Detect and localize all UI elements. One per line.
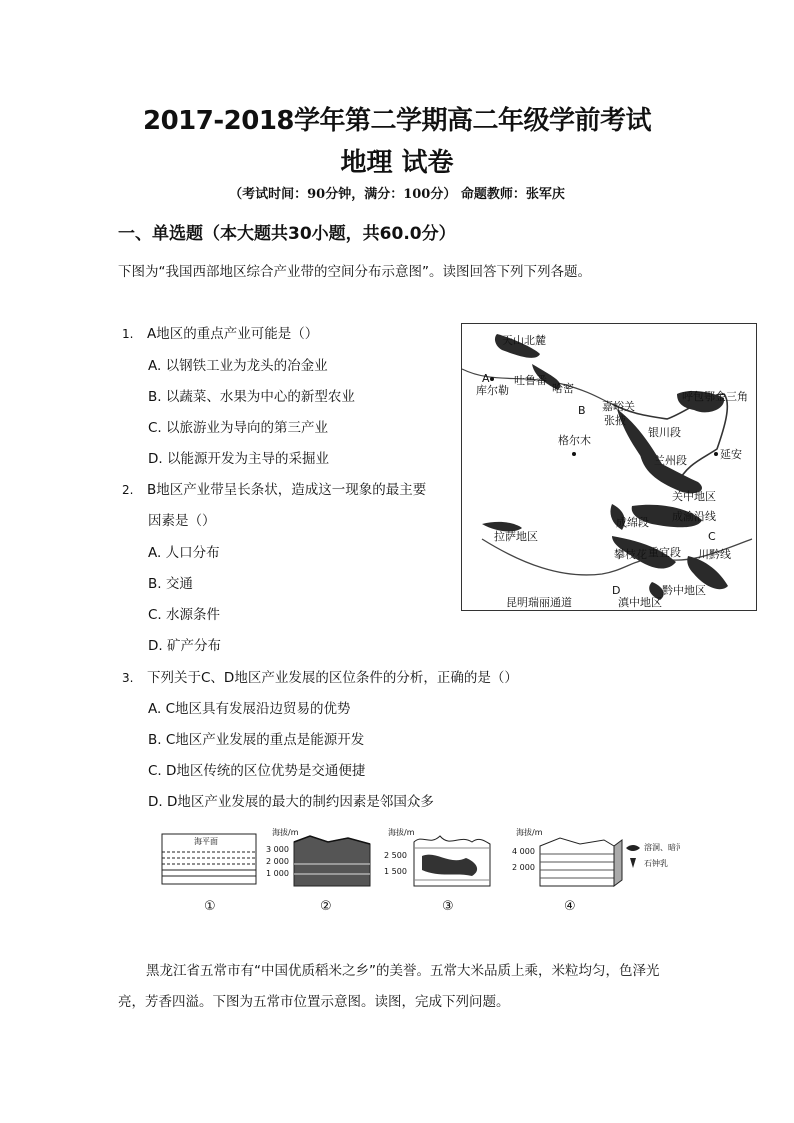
map-label: 成渝沿线 bbox=[672, 510, 716, 523]
question-stem: A地区的重点产业可能是（） bbox=[147, 326, 319, 342]
q2-option-d[interactable]: D. 矿产分布 bbox=[148, 638, 221, 654]
map-label: 拉萨地区 bbox=[494, 530, 538, 543]
question-3 bbox=[122, 666, 518, 686]
profile-number: ① bbox=[204, 899, 216, 914]
map-label: 库尔勒 bbox=[476, 384, 509, 397]
map-label: A bbox=[482, 372, 490, 385]
map-label: 重宜段 bbox=[648, 546, 681, 559]
map-label: 昆明瑞丽通道 bbox=[506, 596, 572, 609]
map-label: D bbox=[612, 584, 621, 597]
q1-option-d[interactable]: D. 以能源开发为主导的采掘业 bbox=[148, 451, 329, 467]
q3-option-c[interactable]: C. D地区传统的区位优势是交通便捷 bbox=[148, 763, 366, 779]
exam-title: 2017-2018学年第二学期高二年级学前考试 bbox=[142, 106, 652, 136]
map-label: 哈密 bbox=[552, 382, 574, 395]
question-stem: 下列关于C、D地区产业发展的区位条件的分析，正确的是（） bbox=[147, 670, 518, 686]
question-2 bbox=[122, 478, 426, 498]
q2-option-b[interactable]: B. 交通 bbox=[148, 576, 193, 592]
legend-cave: 溶洞、暗河 bbox=[644, 843, 680, 852]
q1-option-a[interactable]: A. 以钢铁工业为龙头的冶金业 bbox=[148, 358, 328, 374]
tick-label: 2 500 bbox=[384, 851, 407, 860]
section-heading: 一、单选题（本大题共30小题，共60.0分） bbox=[118, 224, 456, 244]
intro-text: 下图为“我国西部地区综合产业带的空间分布示意图”。读图回答下列下列各题。 bbox=[118, 264, 591, 280]
question-number: 1. bbox=[122, 327, 134, 341]
map-label: 滇中地区 bbox=[618, 596, 662, 609]
question-number: 2. bbox=[122, 483, 134, 497]
passage-text: 黑龙江省五常市有“中国优质稻米之乡”的美誉。五常大米品质上乘，米粒均匀，色泽光亮，芳香四溢。下图为五常市位置示意图。读图，完成下列问题。 bbox=[118, 963, 660, 1010]
q1-option-c[interactable]: C. 以旅游业为导向的第三产业 bbox=[148, 420, 329, 436]
karst-profile-strip bbox=[160, 826, 680, 916]
tick-label: 1 000 bbox=[266, 869, 289, 878]
map-label: 攀枝花 bbox=[614, 548, 647, 561]
map-label: 黔中地区 bbox=[662, 584, 706, 597]
map-label: 呼包鄂金三角 bbox=[682, 390, 748, 403]
map-label: 吐鲁番 bbox=[514, 374, 547, 387]
q3-option-d[interactable]: D. D地区产业发展的最大的制约因素是邻国众多 bbox=[148, 794, 434, 810]
map-label: 川黔线 bbox=[698, 548, 731, 561]
q3-option-b[interactable]: B. C地区产业发展的重点是能源开发 bbox=[148, 732, 365, 748]
question-2-stem-cont: 因素是（） bbox=[148, 513, 216, 529]
map-label: 格尔木 bbox=[558, 434, 591, 447]
map-label: 银川段 bbox=[648, 426, 681, 439]
profile-number: ③ bbox=[442, 899, 454, 914]
map-label: 兰州段 bbox=[654, 454, 687, 467]
altitude-label: 海拔/m bbox=[272, 828, 299, 837]
tick-label: 1 500 bbox=[384, 867, 407, 876]
map-label: 天山北麓 bbox=[502, 334, 546, 347]
profile-number: ④ bbox=[564, 899, 576, 914]
tick-label: 3 000 bbox=[266, 845, 289, 854]
altitude-label: 海拔/m bbox=[388, 828, 415, 837]
western-industry-map bbox=[461, 323, 757, 611]
profile-number: ② bbox=[320, 899, 332, 914]
map-label: 延安 bbox=[720, 448, 742, 461]
q2-option-a[interactable]: A. 人口分布 bbox=[148, 545, 220, 561]
map-label: 关中地区 bbox=[672, 490, 716, 503]
exam-info: （考试时间：90分钟，满分：100分） 命题教师：张军庆 bbox=[229, 187, 565, 202]
map-label: 嘉峪关 bbox=[602, 400, 635, 413]
map-label: C bbox=[708, 530, 716, 543]
legend-stalactite: 石钟乳 bbox=[644, 859, 668, 868]
map-label: 成绵段 bbox=[616, 516, 649, 529]
tick-label: 2 000 bbox=[512, 863, 535, 872]
altitude-label: 海拔/m bbox=[516, 828, 543, 837]
q3-option-a[interactable]: A. C地区具有发展沿边贸易的优势 bbox=[148, 701, 351, 717]
q1-option-b[interactable]: B. 以蔬菜、水果为中心的新型农业 bbox=[148, 389, 355, 405]
tick-label: 2 000 bbox=[266, 857, 289, 866]
map-label: B bbox=[578, 404, 586, 417]
q2-option-c[interactable]: C. 水源条件 bbox=[148, 607, 221, 623]
sea-level-label: 海平面 bbox=[194, 837, 218, 846]
map-label: 张掖 bbox=[604, 414, 626, 427]
question-1 bbox=[122, 322, 318, 342]
question-stem: B地区产业带呈长条状，造成这一现象的最主要 bbox=[147, 482, 427, 498]
question-number: 3. bbox=[122, 671, 134, 685]
exam-subtitle: 地理 试卷 bbox=[340, 148, 454, 178]
tick-label: 4 000 bbox=[512, 847, 535, 856]
